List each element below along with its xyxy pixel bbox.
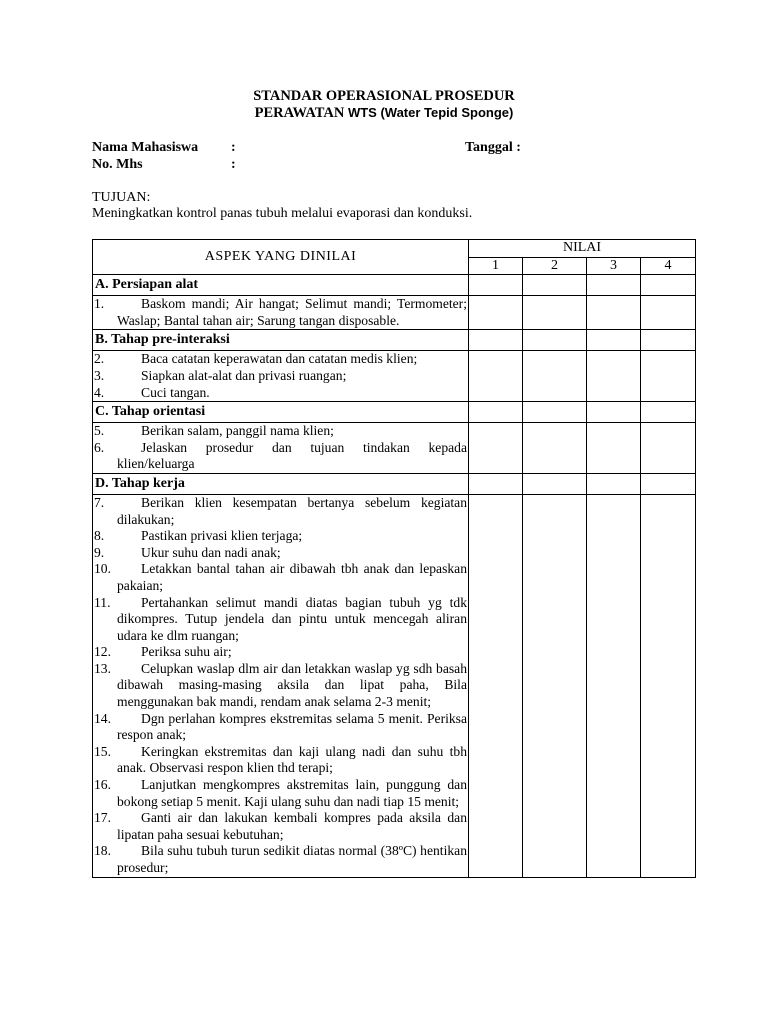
- score-cell[interactable]: [469, 423, 523, 474]
- score-cell[interactable]: [641, 330, 696, 351]
- score-cell[interactable]: [469, 330, 523, 351]
- item-text: Cuci tangan.: [141, 384, 210, 400]
- item-number: 15.: [94, 743, 111, 759]
- list-item: [94, 368, 467, 385]
- item-number: 13.: [94, 660, 111, 676]
- list-item: [94, 711, 467, 744]
- section-label: A. Persiapan alat: [93, 275, 469, 296]
- list-item: [94, 661, 467, 711]
- list-item: [94, 385, 467, 402]
- date-label: Tanggal :: [465, 140, 521, 155]
- document-subtitle: [0, 105, 768, 122]
- item-text: Pastikan privasi klien terjaga;: [141, 528, 303, 544]
- item-number: 12.: [94, 644, 111, 660]
- score-cell[interactable]: [641, 402, 696, 423]
- score-cell[interactable]: [523, 402, 587, 423]
- item-number: 8.: [94, 528, 105, 544]
- score-cell[interactable]: [641, 473, 696, 494]
- score-cell[interactable]: [469, 275, 523, 296]
- item-number: 9.: [94, 544, 105, 560]
- item-text: Ukur suhu dan nadi anak;: [141, 544, 281, 560]
- score-cell[interactable]: [641, 351, 696, 402]
- item-number: 6.: [94, 439, 105, 455]
- list-item: [94, 595, 467, 645]
- section-row: [93, 473, 696, 494]
- list-item: [94, 843, 467, 876]
- item-number: 16.: [94, 777, 111, 793]
- list-item: [94, 351, 467, 368]
- score-cell[interactable]: [587, 494, 641, 877]
- score-cell[interactable]: [523, 275, 587, 296]
- section-items-cell: [93, 296, 469, 330]
- score-cell[interactable]: [469, 296, 523, 330]
- assessment-table: [92, 239, 696, 878]
- item-text: Dgn perlahan kompres ekstremitas selama 5 menit. Periksa respon anak;: [117, 710, 467, 743]
- student-name-label: Nama Mahasiswa: [92, 140, 199, 155]
- list-item: [94, 495, 467, 528]
- item-number: 5.: [94, 423, 105, 439]
- list-item: [94, 296, 467, 329]
- item-number: 7.: [94, 494, 105, 510]
- list-item: [94, 744, 467, 777]
- item-number: 4.: [94, 384, 105, 400]
- score-cell[interactable]: [523, 330, 587, 351]
- item-number: 17.: [94, 810, 111, 826]
- item-number: 14.: [94, 710, 111, 726]
- item-text: Bila suhu tubuh turun sedikit diatas normal (38ºC) hentikan prosedur;: [117, 843, 467, 875]
- item-number: 11.: [94, 594, 111, 610]
- score-cell[interactable]: [587, 402, 641, 423]
- item-text: Letakkan bantal tahan air dibawah tbh anak dan lepaskan pakaian;: [117, 561, 467, 593]
- list-item: [94, 440, 467, 473]
- score-cell[interactable]: [469, 402, 523, 423]
- list-item: [94, 545, 467, 562]
- item-text: Baca catatan keperawatan dan catatan medis klien;: [141, 351, 418, 367]
- item-text: Pertahankan selimut mandi diatas bagian tubuh yg tdk dikompres. Tutup jendela dan pintu untuk mencegah aliran udara ke dlm ruangan;: [117, 594, 467, 643]
- item-number: 18.: [94, 843, 111, 859]
- section-label: C. Tahap orientasi: [93, 402, 469, 423]
- score-cell[interactable]: [523, 473, 587, 494]
- section-items-row: [93, 423, 696, 474]
- section-items-cell: [93, 351, 469, 402]
- section-row: [93, 275, 696, 296]
- item-text: Jelaskan prosedur dan tujuan tindakan kepada klien/keluarga: [117, 439, 467, 472]
- score-cell[interactable]: [641, 423, 696, 474]
- score-cell[interactable]: [469, 494, 523, 877]
- item-text: Berikan salam, panggil nama klien;: [141, 423, 334, 439]
- list-item: [94, 777, 467, 810]
- list-item: [94, 644, 467, 661]
- score-column-2: 2: [523, 257, 587, 275]
- subtitle-prefix: PERAWATAN: [254, 105, 348, 121]
- purpose-label: TUJUAN:: [92, 190, 151, 205]
- student-id-colon: :: [231, 157, 236, 172]
- student-name-colon: :: [231, 140, 236, 155]
- score-cell[interactable]: [641, 296, 696, 330]
- item-text: Baskom mandi; Air hangat; Selimut mandi; Termometer; Waslap; Bantal tahan air; Sarung tangan disposable.: [117, 296, 467, 328]
- document-title: STANDAR OPERASIONAL PROSEDUR: [253, 88, 515, 104]
- score-column-3: 3: [587, 257, 641, 275]
- subtitle-procedure-name: WTS (Water Tepid Sponge): [347, 105, 514, 120]
- section-label: D. Tahap kerja: [93, 473, 469, 494]
- section-label: B. Tahap pre-interaksi: [93, 330, 469, 351]
- item-text: Siapkan alat-alat dan privasi ruangan;: [141, 367, 347, 383]
- score-cell[interactable]: [641, 275, 696, 296]
- score-header: NILAI: [469, 240, 696, 258]
- score-cell[interactable]: [587, 351, 641, 402]
- score-cell[interactable]: [641, 494, 696, 877]
- item-text: Ganti air dan lakukan kembali kompres pada aksila dan lipatan paha sesuai kebutuhan;: [117, 810, 467, 842]
- item-number: 2.: [94, 351, 105, 367]
- score-cell[interactable]: [587, 330, 641, 351]
- section-items-cell: [93, 494, 469, 877]
- item-text: Berikan klien kesempatan bertanya sebelum kegiatan dilakukan;: [117, 494, 467, 527]
- list-item: [94, 423, 467, 440]
- aspect-header: ASPEK YANG DINILAI: [93, 240, 469, 275]
- score-cell[interactable]: [587, 473, 641, 494]
- score-cell[interactable]: [469, 473, 523, 494]
- item-text: Celupkan waslap dlm air dan letakkan waslap yg sdh basah dibawah masing-masing aksila dan lipat paha, Bila menggunakan bak mandi, rendam anak selama 2-3 menit;: [117, 660, 467, 710]
- score-cell[interactable]: [587, 275, 641, 296]
- score-cell[interactable]: [523, 494, 587, 877]
- section-items-row: [93, 351, 696, 402]
- score-cell[interactable]: [587, 423, 641, 474]
- item-text: Keringkan ekstremitas dan kaji ulang nadi dan suhu tbh anak. Observasi respon klien thd terapi;: [117, 743, 467, 776]
- section-items-row: [93, 494, 696, 877]
- list-item: [94, 528, 467, 545]
- score-cell[interactable]: [469, 351, 523, 402]
- section-items-row: [93, 296, 696, 330]
- item-number: 10.: [94, 561, 111, 577]
- section-items-cell: [93, 423, 469, 474]
- score-cell[interactable]: [523, 296, 587, 330]
- purpose-text: Meningkatkan kontrol panas tubuh melalui evaporasi dan konduksi.: [92, 206, 473, 221]
- item-text: Lanjutkan mengkompres akstremitas lain, punggung dan bokong setiap 5 menit. Kaji ulang suhu dan nadi tiap 15 menit;: [117, 777, 467, 809]
- item-number: 3.: [94, 367, 105, 383]
- list-item: [94, 561, 467, 594]
- list-item: [94, 810, 467, 843]
- score-cell[interactable]: [587, 296, 641, 330]
- score-cell[interactable]: [523, 423, 587, 474]
- section-row: [93, 330, 696, 351]
- student-id-label: No. Mhs: [92, 157, 143, 172]
- score-column-4: 4: [641, 257, 696, 275]
- item-number: 1.: [94, 296, 105, 312]
- section-row: [93, 402, 696, 423]
- item-text: Periksa suhu air;: [141, 644, 232, 660]
- score-column-1: 1: [469, 257, 523, 275]
- score-cell[interactable]: [523, 351, 587, 402]
